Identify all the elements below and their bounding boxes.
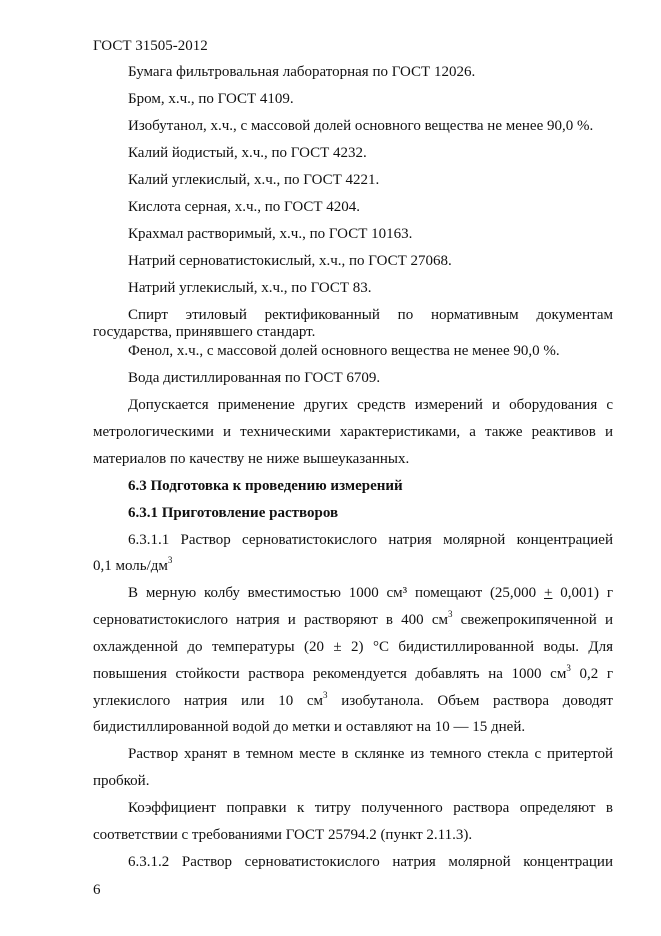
- material-item: Изобутанол, х.ч., с массовой долей основного вещества не менее 90,0 %.: [128, 118, 594, 134]
- flask-line-5: углекислого натрия или 10 $см^3$ изобутанола. Объем раствора доводят: [93, 690, 613, 709]
- flask-line-3: охлажденной до температуры (20 ± 2) °С бидистиллированной воды. Для: [93, 639, 613, 655]
- coefficient-line-1: Коэффициент поправки к титру полученного раствора определяют в: [128, 800, 613, 816]
- flask-line-2: серноватистокислого натрия и растворяют в 400 $см^3$ свежепрокипяченной и: [93, 609, 613, 628]
- item-6-3-1-2-line-1: 6.3.1.2 Раствор серноватистокислого натрия молярной концентрации: [128, 854, 613, 870]
- item-6-3-1-1-line-2: 0,1 моль/$дм^3$: [93, 555, 173, 574]
- material-item: Кислота серная, х.ч., по ГОСТ 4204.: [128, 199, 361, 215]
- allowed-line-1: Допускается применение других средств измерений и оборудования с: [128, 397, 613, 413]
- material-item: Бумага фильтровальная лабораторная по ГОСТ 12026.: [128, 64, 476, 80]
- allowed-line-3: материалов по качеству не ниже вышеуказанных.: [93, 451, 410, 467]
- water-item: Вода дистиллированная по ГОСТ 6709.: [128, 370, 381, 386]
- spirit-line-1: Спирт этиловый ректификованный по нормативным документам: [128, 307, 613, 323]
- material-item: Крахмал растворимый, х.ч., по ГОСТ 10163.: [128, 226, 413, 242]
- flask-line-4: повышения стойкости раствора рекомендуется добавлять на 1000 $см^3$ 0,2 г: [93, 663, 613, 682]
- material-item: Калий углекислый, х.ч., по ГОСТ 4221.: [128, 172, 380, 188]
- material-item: Натрий углекислый, х.ч., по ГОСТ 83.: [128, 280, 372, 296]
- section-heading-6-3: 6.3 Подготовка к проведению измерений: [128, 478, 403, 494]
- item-6-3-1-1-line-1: 6.3.1.1 Раствор серноватистокислого натрия молярной концентрацией: [128, 532, 613, 548]
- material-item: Бром, х.ч., по ГОСТ 4109.: [128, 91, 294, 107]
- material-item: Калий йодистый, х.ч., по ГОСТ 4232.: [128, 145, 367, 161]
- page-number: 6: [93, 882, 101, 898]
- flask-line-6: бидистиллированной водой до метки и оставляют на 10 — 15 дней.: [93, 719, 526, 735]
- section-heading-6-3-1: 6.3.1 Приготовление растворов: [128, 505, 339, 521]
- flask-line-1: В мерную колбу вместимостью 1000 см³ помещают (25,000 + 0,001) г: [128, 585, 613, 601]
- allowed-line-2: метрологическими и техническими характеристиками, а также реактивов и: [93, 424, 613, 440]
- coefficient-line-2: соответствии с требованиями ГОСТ 25794.2 (пункт 2.11.3).: [93, 827, 473, 843]
- spirit-line-2: государства, принявшего стандарт.: [93, 324, 316, 340]
- document-code-header: ГОСТ 31505-2012: [93, 38, 208, 54]
- storage-line-2: пробкой.: [93, 773, 150, 789]
- phenol-item: Фенол, х.ч., с массовой долей основного вещества не менее 90,0 %.: [128, 343, 560, 359]
- material-item: Натрий серноватистокислый, х.ч., по ГОСТ 27068.: [128, 253, 452, 269]
- storage-line-1: Раствор хранят в темном месте в склянке из темного стекла с притертой: [128, 746, 613, 762]
